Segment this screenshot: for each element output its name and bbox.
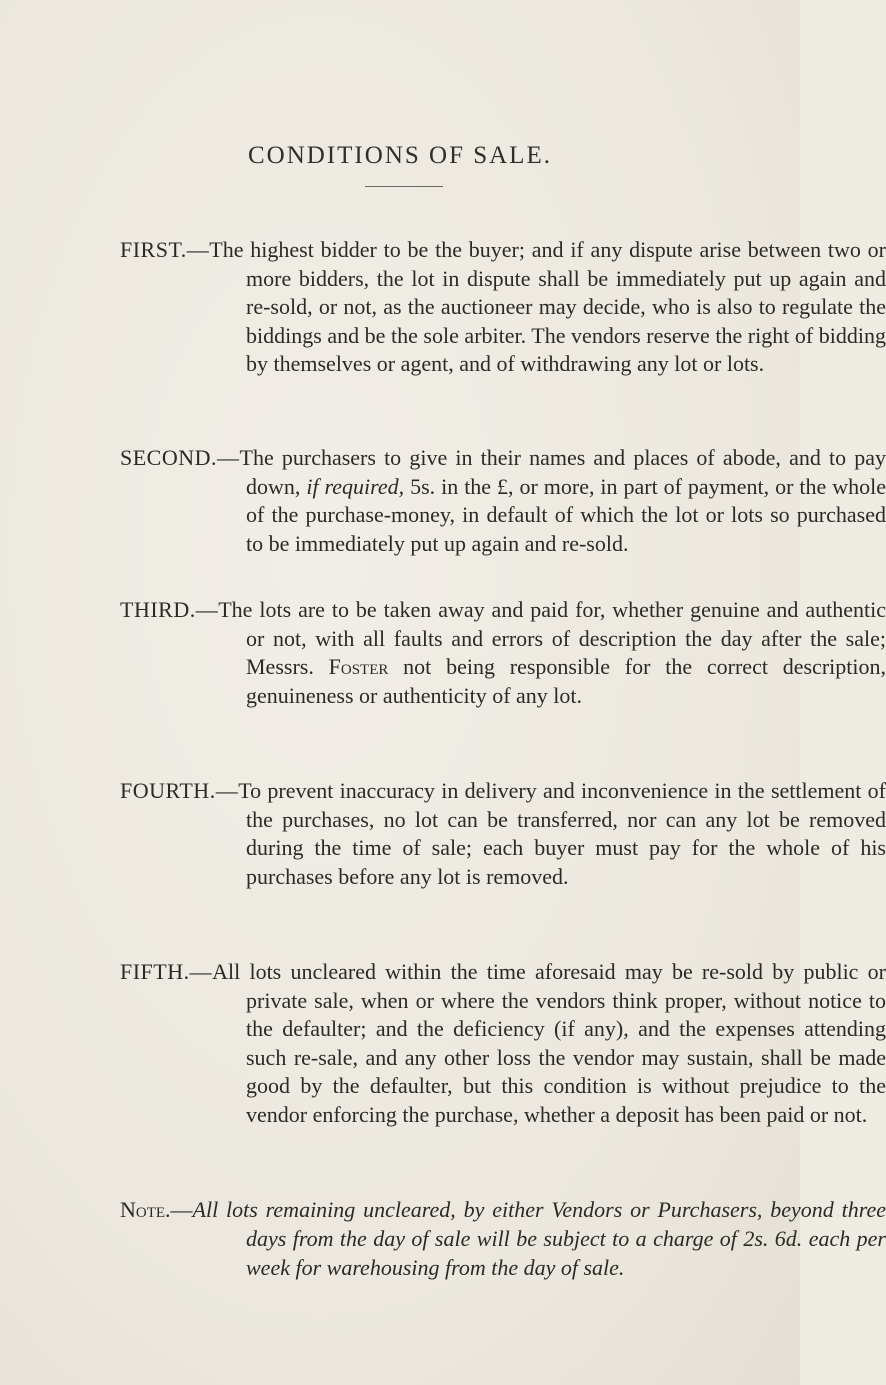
- clause-heading: THIRD.—: [120, 597, 219, 622]
- clause-heading: FIFTH.—: [120, 959, 213, 984]
- clause-text-italic: if required,: [306, 473, 405, 499]
- clause-fifth: [120, 958, 886, 1129]
- clause-first: [120, 236, 886, 379]
- note: [120, 1195, 886, 1282]
- clause-fourth: [120, 777, 886, 891]
- clause-heading: FIRST.—: [120, 237, 210, 262]
- clause-text: The highest bidder to be the buyer; and if any dispute arise between two or more bidders, the lot in dispute shall be immediately put up again and re-sold, or not, as the auctioneer may decide, who is also to regulate the biddings and be the sole arbiter. The vendors reserve the right of bidding by themselves or agent, and of withdrawing any lot or lots.: [209, 237, 886, 376]
- clause-text: To prevent inaccuracy in delivery and inconvenience in the settlement of the purchases, no lot can be transferred, nor can any lot be removed during the time of sale; each buyer must pay for the whole of his purchases before any lot is removed.: [238, 778, 886, 889]
- clause-text-smallcaps: Foster: [328, 654, 389, 679]
- clause-heading: FOURTH.—: [120, 778, 239, 803]
- clause-text-cont: 5s. in the £, or more, in part of payment, or the whole of the purchase-money, in default of which the lot or lots so purchased to be immediately put up again and re-sold.: [246, 473, 886, 556]
- clause-third: [120, 596, 886, 710]
- note-heading: Note.—: [120, 1197, 193, 1222]
- clause-text: The lots are to be taken away and paid for, whether genuine and authentic or not, with all faults and errors of description the day after the sale; Messrs.: [218, 597, 886, 679]
- clause-heading: SECOND.—: [120, 445, 240, 470]
- clause-text: The purchasers to give in their names and places of abode, and to pay down,: [239, 445, 886, 499]
- clause-text-cont: not being responsible for the correct description, genuineness or authenticity of any lot.: [246, 654, 886, 708]
- title-divider: [365, 186, 443, 187]
- clause-text: All lots uncleared within the time aforesaid may be re-sold by public or private sale, when or where the vendors think proper, without notice to the defaulter; and the deficiency (if any), and the expenses attending such re-sale, and any other loss the vendor may sustain, shall be made good by the defaulter, but this condition is without prejudice to the vendor enforcing the purchase, whether a deposit has been paid or not.: [212, 959, 886, 1127]
- note-text: All lots remaining uncleared, by either Vendors or Purchasers, beyond three days from the day of sale will be subject to a charge of 2s. 6d. each per week for warehousing from the day of sale.: [192, 1197, 886, 1280]
- page-title: CONDITIONS OF SALE.: [248, 142, 552, 169]
- clause-second: [120, 444, 886, 558]
